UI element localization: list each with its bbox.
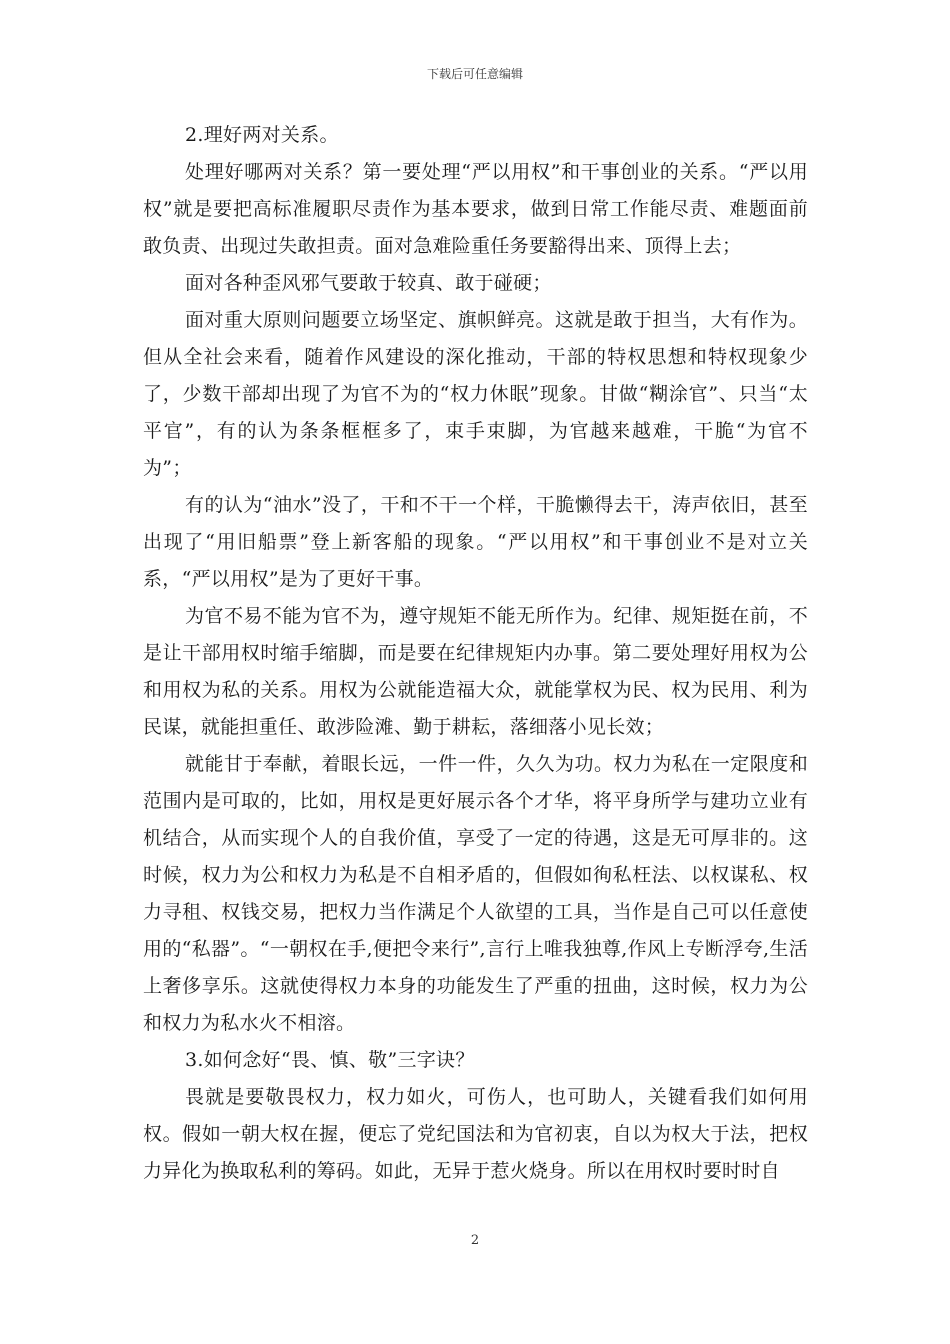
paragraph: 面对各种歪风邪气要敢于较真、敢于碰硬； <box>185 272 552 294</box>
paragraph: 为官不易不能为官不为，遵守规矩不能无所作为。纪律、规矩挺在前，不是让干部用权时缩手缩脚，而是要在纪律规矩内办事。第二要处理好用权为公和用权为私的关系。用权为公就能造福大众，就能掌权为民、权为民用、利为民谋，就能担重任、敢涉险滩、勤于耕耘，落细落小见长效； <box>143 605 808 738</box>
page-header: 下载后可任意编辑 <box>426 67 523 81</box>
paragraph: 处理好哪两对关系？第一要处理“严以用权”和干事创业的关系。“严以用权”就是要把高标准履职尽责作为基本要求，做到日常工作能尽责、难题面前敢负责、出现过失敢担责。面对急难险重任务要豁得出来、顶得上去； <box>143 161 808 257</box>
paragraph: 面对重大原则问题要立场坚定、旗帜鲜亮。这就是敢于担当，大有作为。但从全社会来看，随着作风建设的深化推动，干部的特权思想和特权现象少了，少数干部却出现了为官不为的“权力休眠”现象。甘做“糊涂官”、只当“太平官”，有的认为条条框框多了，束手束脚，为官越来越难，干脆“为官不为”； <box>143 309 808 479</box>
paragraph: 就能甘于奉献，着眼长远，一件一件，久久为功。权力为私在一定限度和范围内是可取的，比如，用权是更好展示各个才华，将平身所学与建功立业有机结合，从而实现个人的自我价值，享受了一定的待遇，这是无可厚非的。这时候，权力为公和权力为私是不自相矛盾的，但假如徇私枉法、以权谋私、权力寻租、权钱交易，把权力当作满足个人欲望的工具，当作是自己可以任意使用的“私器”。“一朝权在手,便把令来行”,言行上唯我独尊,作风上专断浮夸,生活上奢侈享乐。这就使得权力本身的功能发生了严重的扭曲，这时候，权力为公和权力为私水火不相溶。 <box>143 753 808 1034</box>
paragraph: 畏就是要敬畏权力，权力如火，可伤人，也可助人，关键看我们如何用权。假如一朝大权在握，便忘了党纪国法和为官初衷，自以为权大于法，把权力异化为换取私利的筹码。如此，无异于惹火烧身。所以在用权时要时时自 <box>143 1086 808 1182</box>
section-heading-2: 2.理好两对关系。 <box>185 124 339 146</box>
page-number: 2 <box>470 1233 480 1248</box>
paragraph: 有的认为“油水”没了，干和不干一个样，干脆懒得去干，涛声依旧，甚至出现了“用旧船票”登上新客船的现象。“严以用权”和干事创业不是对立关系，“严以用权”是为了更好干事。 <box>143 494 808 590</box>
document-body <box>143 117 808 1190</box>
section-heading-3: 3.如何念好“畏、慎、敬”三字诀？ <box>185 1049 475 1071</box>
